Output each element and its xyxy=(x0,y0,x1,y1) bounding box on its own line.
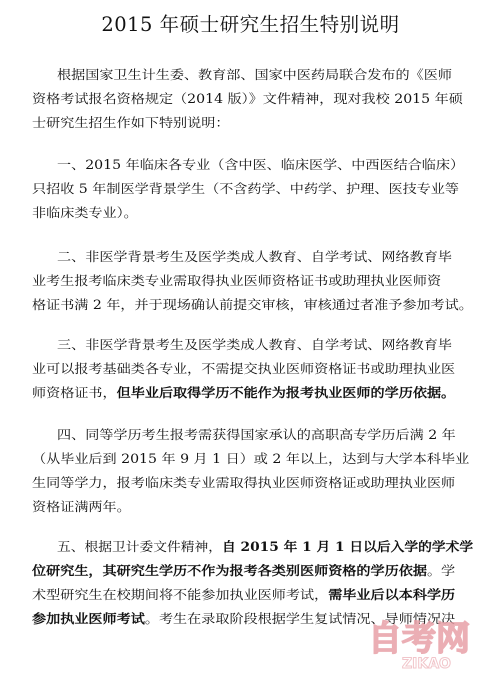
paragraph-6-line-3 xyxy=(32,586,455,604)
paragraph-3-line-2 xyxy=(32,272,441,290)
body-text: 生同等学力，报考临床类专业需取得执业医师资格证或助理执业医师 xyxy=(32,475,456,490)
body-text: （从毕业后到 2015 年 9 月 1 日）或 2 年以上，达到与大学本科毕业 xyxy=(32,451,470,466)
paragraph-1-line-1 xyxy=(57,66,452,84)
emphasized-text: 自 2015 年 1 月 1 日以后入学的学术学 xyxy=(222,539,474,554)
paragraph-4-line-2 xyxy=(32,360,455,378)
body-text: 。学 xyxy=(426,563,456,578)
body-text: 根据国家卫生计生委、教育部、国家中医药局联合发布的《医师 xyxy=(57,67,452,82)
body-text: 四、同等学历考生报考需获得国家承认的高职高专学历后满 2 年 xyxy=(57,427,456,442)
paragraph-3-line-3 xyxy=(32,296,473,314)
body-text: 三、非医学背景考生及医学类成人教育、自学考试、网络教育毕 xyxy=(57,337,452,352)
body-text: 二、非医学背景考生及医学类成人教育、自学考试、网络教育毕 xyxy=(57,249,452,264)
body-text: 一、2015 年临床各专业（含中医、临床医学、中西医结合临床） xyxy=(57,157,465,172)
body-text: 士研究生招生作如下特别说明： xyxy=(32,115,230,130)
emphasized-text: 参加执业医师考试 xyxy=(32,611,145,626)
watermark-sub: ZIKAO xyxy=(402,656,451,672)
body-text: 师资格证书， xyxy=(32,385,117,400)
emphasized-text: 但毕业后取得学历不能作为报考执业医师的学历依据。 xyxy=(116,385,456,400)
body-text: 。考生在录取阶段根据学生复试情况、导师情况决 xyxy=(144,611,456,626)
emphasized-text: 位研究生，其研究生学历不作为报考各类别医师资格的学历依据 xyxy=(32,563,427,578)
body-text: 只招收 5 年制医学背景学生（不含药学、中药学、护理、医技专业等 xyxy=(32,181,459,196)
body-text: 非临床类专业）。 xyxy=(32,205,138,220)
body-text: 格证书满 2 年，并于现场确认前提交审核，审核通过者准予参加考试。 xyxy=(32,297,473,312)
body-text: 术型研究生在校期间将不能参加执业医师考试， xyxy=(32,587,329,602)
paragraph-6-line-1 xyxy=(57,538,473,556)
paragraph-2-line-3 xyxy=(32,204,138,222)
watermark-logo xyxy=(362,612,501,674)
body-text: 业考生报考临床类专业需取得执业医师资格证书或助理执业医师资 xyxy=(32,273,442,288)
paragraph-6-line-2 xyxy=(32,562,455,580)
paragraph-4-line-1 xyxy=(57,336,452,354)
body-text: 五、根据卫计委文件精神， xyxy=(57,539,223,554)
paragraph-4-line-3 xyxy=(32,384,455,402)
paragraph-5-line-2 xyxy=(32,450,469,468)
paragraph-2-line-2 xyxy=(32,180,459,198)
document-title: 2015 年硕士研究生招生特别说明 xyxy=(101,13,400,36)
watermark-text: 自考网 xyxy=(368,619,470,659)
paragraph-1-line-3 xyxy=(32,114,229,132)
paragraph-3-line-1 xyxy=(57,248,452,266)
paragraph-5-line-4 xyxy=(32,498,131,516)
body-text: 业可以报考基础类各专业，不需提交执业医师资格证书或助理执业医 xyxy=(32,361,456,376)
body-text: 资格考试报名资格规定（2014 版）》文件精神，现对我校 2015 年硕 xyxy=(32,91,463,106)
body-text: 资格证满两年。 xyxy=(32,499,131,514)
paragraph-2-line-1 xyxy=(57,156,464,174)
paragraph-1-line-2 xyxy=(32,90,463,108)
paragraph-5-line-1 xyxy=(57,426,456,444)
emphasized-text: 需毕业后以本科学历 xyxy=(328,587,456,602)
paragraph-5-line-3 xyxy=(32,474,455,492)
